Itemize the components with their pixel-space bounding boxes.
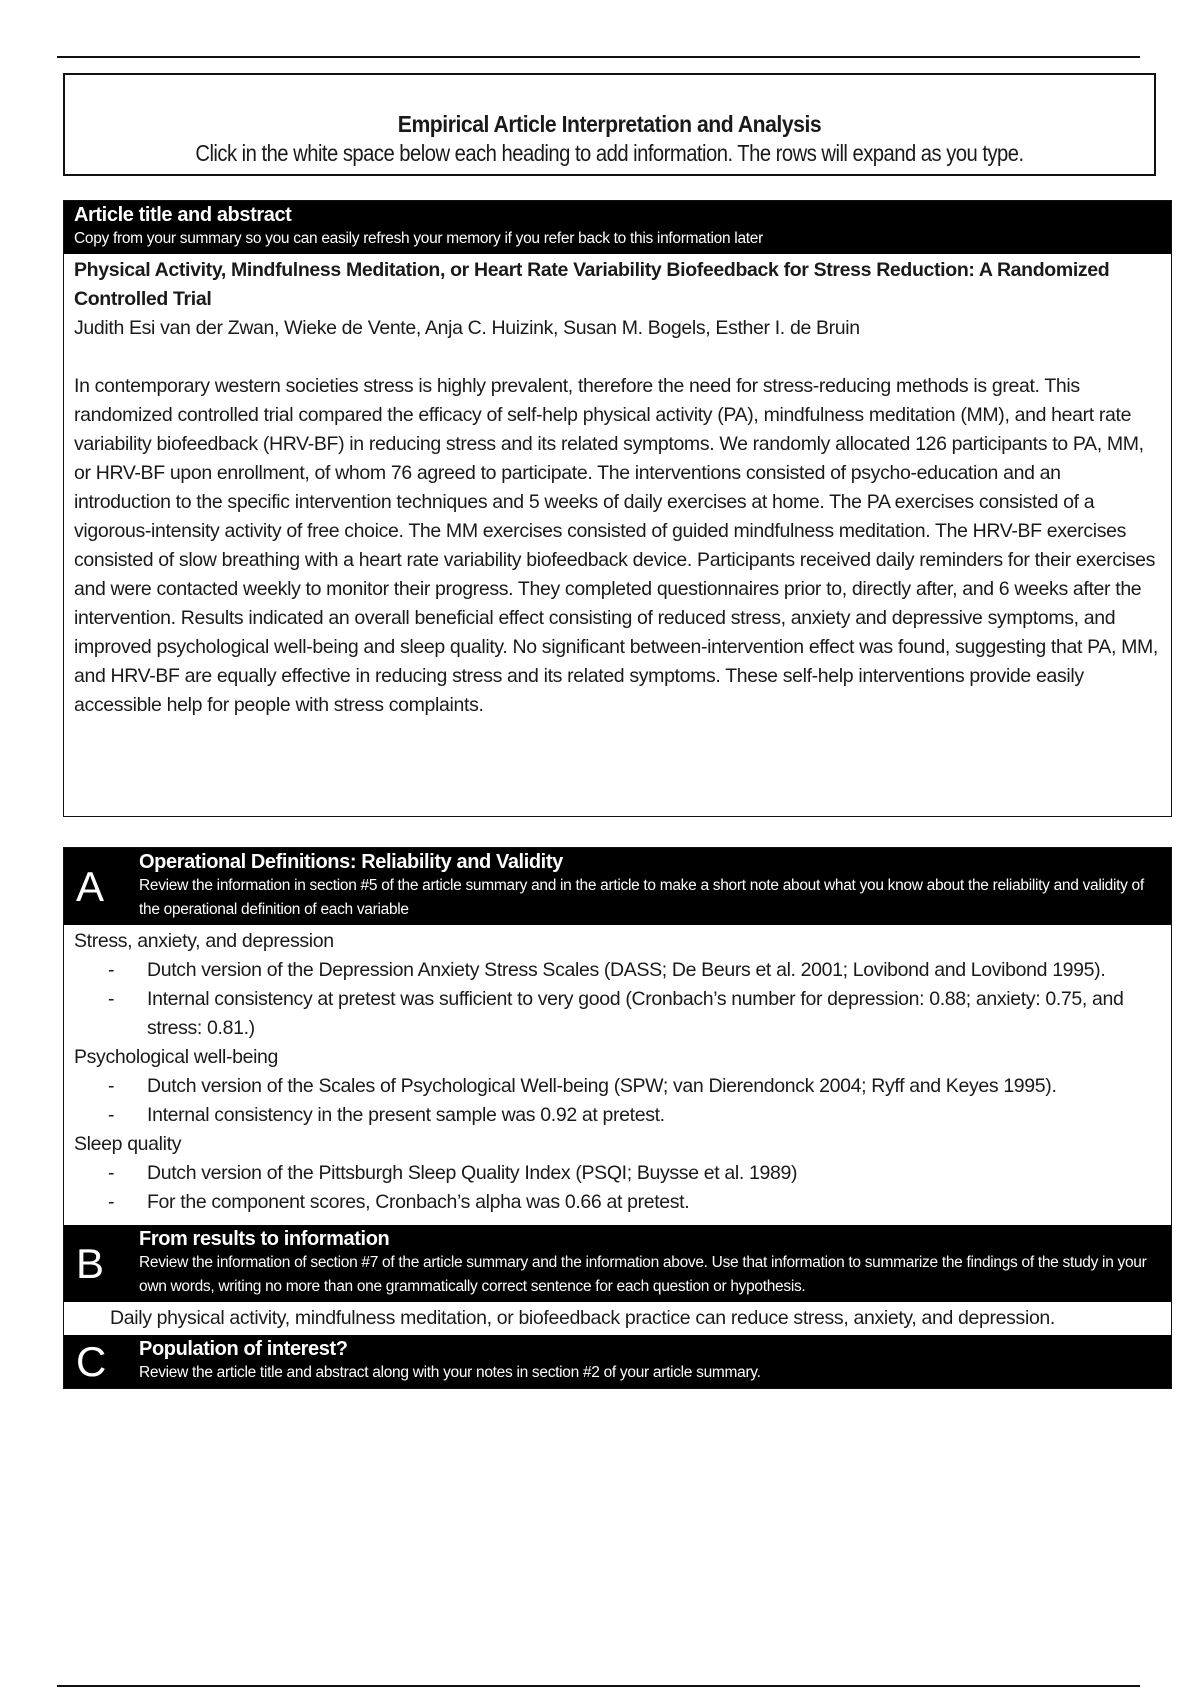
section-letter: A	[76, 862, 105, 910]
section-c-subheading: Review the article title and abstract along with your notes in section #2 of your article summary.	[139, 1364, 761, 1381]
bullet-dash: -	[108, 988, 115, 1010]
article-abstract: In contemporary western societies stress is highly prevalent, therefore the need for stress-reducing methods is great. This randomized controlled trial compared the efficacy of self-help physical activity (PA), mindfulness meditation (MM), and heart rate variability biofeedback (HRV-BF) in reducing stress and its related symptoms. We randomly allocated 126 participants to PA, MM, or HRV-BF upon enrollment, of whom 76 agreed to participate. The interventions consisted of psycho-education and an introduction to the specific intervention techniques and 5 weeks of daily exercises at home. The PA exercises consisted of a vigorous-intensity activity of free choice. The MM exercises consisted of guided mindfulness meditation. The HRV-BF exercises consisted of slow breathing with a heart rate variability biofeedback device. Participants received daily reminders for their exercises and were contacted weekly to monitor their progress. They completed questionnaires prior to, directly after, and 6 weeks after the intervention. Results indicated an overall beneficial effect consisting of reduced stress, anxiety and depressive symptoms, and improved psychological well-being and sleep quality. No significant between-intervention effect was found, suggesting that PA, MM, and HRV-BF are equally effective in reducing stress and its related symptoms. These self-help interventions provide easily accessible help for people with stress complaints.	[74, 375, 1158, 716]
bullet-dash: -	[108, 959, 115, 981]
section-a-subheading: Review the information in section #5 of the article summary and in the article to make a short note about what you know about the reliability and validity of the operational definition of each variable	[139, 877, 1144, 918]
section-letter: C	[76, 1337, 107, 1385]
bullet-text: Internal consistency in the present sample was 0.92 at pretest.	[147, 1104, 665, 1126]
variable-label: Sleep quality	[74, 1133, 182, 1155]
section-letter: B	[76, 1239, 105, 1287]
section-b-heading: From results to information	[139, 1228, 390, 1250]
section-b-answer: Daily physical activity, mindfulness meditation, or biofeedback practice can reduce stress, anxiety, and depression.	[110, 1307, 1055, 1329]
bullet-item	[74, 985, 1161, 1043]
article-title: Physical Activity, Mindfulness Meditation, or Heart Rate Variability Biofeedback for Stress Reduction: A Randomized Controlled Trial	[74, 259, 1110, 310]
variable-label: Stress, anxiety, and depression	[74, 930, 334, 952]
bullet-text: For the component scores, Cronbach’s alpha was 0.66 at pretest.	[147, 1191, 690, 1213]
bullet-dash: -	[108, 1104, 115, 1126]
bullet-text: Internal consistency at pretest was sufficient to very good (Cronbach’s number for depression: 0.88; anxiety: 0.75, and stress: 0.81.)	[147, 988, 1124, 1039]
bullet-dash: -	[108, 1191, 115, 1213]
section-a-header	[64, 848, 1171, 925]
section-c-header	[64, 1335, 1171, 1388]
bullet-dash: -	[108, 1075, 115, 1097]
bullet-item	[74, 1101, 1161, 1130]
bullet-text: Dutch version of the Pittsburgh Sleep Quality Index (PSQI; Buysse et al. 1989)	[147, 1162, 798, 1184]
article-content[interactable]	[64, 254, 1171, 728]
sections-table	[63, 847, 1172, 1389]
section-a-heading: Operational Definitions: Reliability and Validity	[139, 851, 563, 873]
article-header	[64, 201, 1171, 254]
bullet-dash: -	[108, 1162, 115, 1184]
article-authors: Judith Esi van der Zwan, Wieke de Vente, Anja C. Huizink, Susan M. Bogels, Esther I. de Bruin	[74, 317, 860, 339]
bullet-item	[74, 1072, 1161, 1101]
bullet-text: Dutch version of the Scales of Psychological Well-being (SPW; van Dierendonck 2004; Ryff and Keyes 1995).	[147, 1075, 1057, 1097]
variable-label: Psychological well-being	[74, 1046, 279, 1068]
article-subheading: Copy from your summary so you can easily refresh your memory if you refer back to this information later	[74, 230, 763, 247]
section-b-subheading: Review the information of section #7 of the article summary and the information above. Use that information to summarize the findings of the study in your own words, writing no more than one grammatically correct sentence for each question or hypothesis.	[139, 1254, 1147, 1295]
bullet-item	[74, 956, 1161, 985]
instructions: Click in the white space below each heading to add information. The rows will expand as you type.	[195, 140, 1024, 166]
article-table	[63, 200, 1172, 817]
title-box	[63, 73, 1156, 176]
section-c-heading: Population of interest?	[139, 1338, 348, 1360]
section-b-content[interactable]	[64, 1302, 1171, 1335]
bullet-item	[74, 1188, 1161, 1217]
bottom-rule	[57, 1685, 1140, 1687]
section-a-content[interactable]	[64, 925, 1171, 1225]
page-title: Empirical Article Interpretation and Analysis	[397, 111, 822, 137]
top-rule	[57, 56, 1140, 58]
bullet-text: Dutch version of the Depression Anxiety Stress Scales (DASS; De Beurs et al. 2001; Lovibond and Lovibond 1995).	[147, 959, 1106, 981]
section-b-header	[64, 1225, 1171, 1302]
bullet-item	[74, 1159, 1161, 1188]
article-heading: Article title and abstract	[74, 204, 292, 226]
